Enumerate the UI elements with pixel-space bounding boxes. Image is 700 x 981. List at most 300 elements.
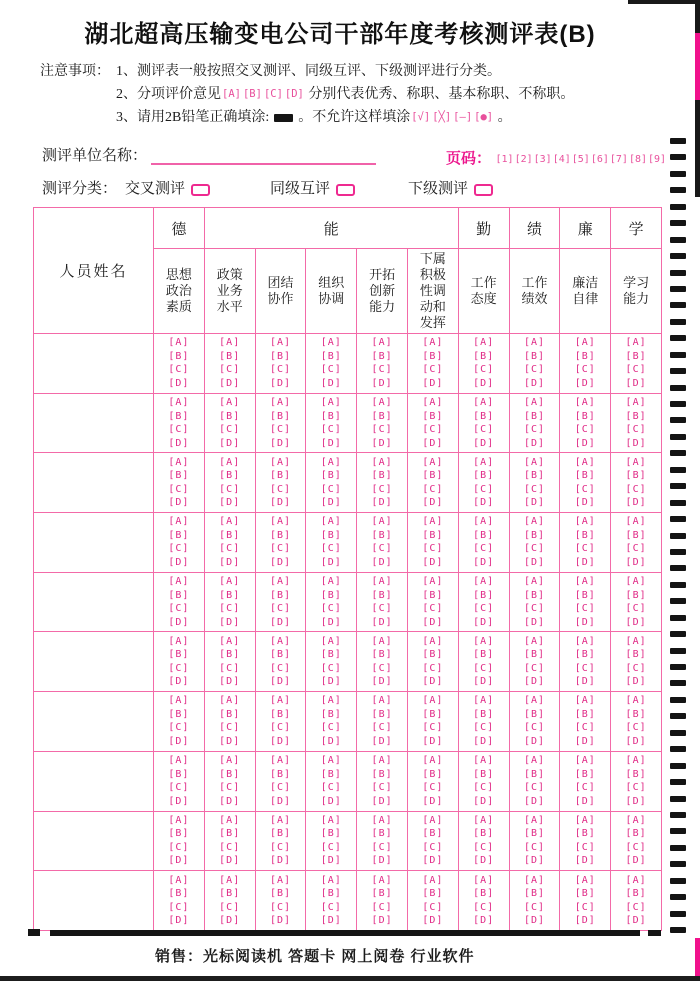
page-number-bubble[interactable]: [7] [609,154,628,165]
bubble-option[interactable]: [D] [219,437,241,449]
bubble-option[interactable]: [A] [219,337,241,349]
bubble-option[interactable]: [B] [168,470,190,482]
bubble-option[interactable]: [D] [219,377,241,389]
bubble-option[interactable]: [C] [574,722,596,734]
bubble-option[interactable]: [B] [168,828,190,840]
bubble-option[interactable]: [A] [473,456,495,468]
bubble-option[interactable]: [A] [371,814,393,826]
bubble-option[interactable]: [D] [320,377,342,389]
bubble-option[interactable]: [C] [625,603,647,615]
bubble-option[interactable]: [B] [219,470,241,482]
bubble-option[interactable]: [D] [422,556,444,568]
bubble-option[interactable]: [A] [320,337,342,349]
bubble-option[interactable]: [D] [269,795,292,807]
bubble-option[interactable]: [D] [523,915,545,927]
bubble-option[interactable]: [B] [320,410,342,422]
bubble-option[interactable]: [D] [371,377,393,389]
bubble-option[interactable]: [B] [168,529,190,541]
bubble-option[interactable]: [A] [371,755,393,767]
bubble-option[interactable]: [C] [523,662,545,674]
bubble-option[interactable]: [A] [219,576,241,588]
bubble-option[interactable]: [A] [574,397,596,409]
bubble-option[interactable]: [B] [219,529,241,541]
bubble-option[interactable]: [A] [473,337,495,349]
bubble-option[interactable]: [B] [422,529,444,541]
bubble-option[interactable]: [B] [422,410,444,422]
bubble-option[interactable]: [C] [473,662,495,674]
bubble-option[interactable]: [C] [422,722,444,734]
category-checkbox[interactable] [191,184,210,196]
bubble-option[interactable]: [B] [320,828,342,840]
bubble-option[interactable]: [A] [371,516,393,528]
bubble-option[interactable]: [B] [371,350,393,362]
person-name-cell[interactable] [34,751,154,811]
bubble-option[interactable]: [D] [320,437,342,449]
bubble-option[interactable]: [B] [422,350,444,362]
page-number-bubble[interactable]: [8] [628,154,648,165]
bubble-option[interactable]: [A] [574,874,596,886]
bubble-option[interactable]: [A] [422,516,444,528]
bubble-option[interactable]: [D] [625,556,647,568]
bubble-option[interactable]: [D] [219,497,241,509]
bubble-option[interactable]: [B] [168,708,190,720]
bubble-option[interactable]: [A] [574,456,596,468]
bubble-option[interactable]: [D] [371,437,393,449]
bubble-option[interactable]: [A] [574,755,596,767]
bubble-option[interactable]: [A] [422,814,444,826]
bubble-option[interactable]: [A] [269,516,292,528]
bubble-option[interactable]: [D] [219,556,241,568]
bubble-option[interactable]: [B] [523,828,545,840]
bubble-option[interactable]: [C] [574,662,596,674]
bubble-option[interactable]: [D] [422,437,444,449]
bubble-option[interactable]: [B] [473,589,495,601]
bubble-option[interactable]: [B] [371,888,393,900]
bubble-option[interactable]: [D] [371,915,393,927]
bubble-option[interactable]: [A] [473,635,495,647]
bubble-option[interactable]: [B] [269,589,292,601]
bubble-option[interactable]: [D] [473,855,495,867]
bubble-option[interactable]: [A] [168,814,190,826]
bubble-option[interactable]: [C] [320,722,342,734]
bubble-option[interactable]: [B] [523,529,545,541]
bubble-option[interactable]: [A] [625,456,647,468]
bubble-option[interactable]: [D] [574,915,596,927]
bubble-option[interactable]: [A] [219,456,241,468]
bubble-option[interactable]: [D] [269,616,292,628]
bubble-option[interactable]: [A] [625,397,647,409]
bubble-option[interactable]: [A] [219,755,241,767]
page-number-bubble[interactable]: [5] [571,154,590,165]
bubble-option[interactable]: [D] [422,795,444,807]
bubble-option[interactable]: [A] [320,516,342,528]
bubble-option[interactable]: [D] [371,795,393,807]
person-name-cell[interactable] [34,453,154,513]
bubble-option[interactable]: [C] [320,543,342,555]
person-name-cell[interactable] [34,393,154,453]
bubble-option[interactable]: [B] [574,768,596,780]
bubble-option[interactable]: [D] [523,795,545,807]
bubble-option[interactable]: [B] [371,708,393,720]
bubble-option[interactable]: [B] [320,350,342,362]
person-name-cell[interactable] [34,334,154,394]
bubble-option[interactable]: [B] [320,888,342,900]
bubble-option[interactable]: [C] [574,364,596,376]
bubble-option[interactable]: [C] [371,662,393,674]
bubble-option[interactable]: [C] [371,841,393,853]
bubble-option[interactable]: [B] [473,768,495,780]
bubble-option[interactable]: [D] [473,795,495,807]
bubble-option[interactable]: [A] [219,874,241,886]
bubble-option[interactable]: [C] [320,782,342,794]
bubble-option[interactable]: [C] [574,603,596,615]
bubble-option[interactable]: [A] [523,516,545,528]
bubble-option[interactable]: [B] [574,888,596,900]
bubble-option[interactable]: [A] [523,755,545,767]
bubble-option[interactable]: [A] [625,874,647,886]
bubble-option[interactable]: [A] [320,635,342,647]
bubble-option[interactable]: [D] [422,735,444,747]
bubble-option[interactable]: [C] [320,424,342,436]
bubble-option[interactable]: [B] [320,768,342,780]
bubble-option[interactable]: [D] [473,556,495,568]
bubble-option[interactable]: [B] [219,410,241,422]
bubble-option[interactable]: [D] [473,497,495,509]
bubble-option[interactable]: [C] [574,424,596,436]
bubble-option[interactable]: [D] [320,735,342,747]
bubble-option[interactable]: [B] [574,529,596,541]
bubble-option[interactable]: [C] [625,483,647,495]
bubble-option[interactable]: [D] [269,855,292,867]
bubble-option[interactable]: [A] [625,755,647,767]
bubble-option[interactable]: [B] [625,828,647,840]
bubble-option[interactable]: [C] [219,483,241,495]
bubble-option[interactable]: [C] [523,364,545,376]
bubble-option[interactable]: [A] [523,814,545,826]
person-name-cell[interactable] [34,513,154,573]
bubble-option[interactable]: [D] [422,497,444,509]
bubble-option[interactable]: [A] [523,456,545,468]
bubble-option[interactable]: [C] [168,722,190,734]
bubble-option[interactable]: [B] [371,589,393,601]
bubble-option[interactable]: [C] [473,901,495,913]
bubble-option[interactable]: [D] [269,676,292,688]
bubble-option[interactable]: [D] [625,377,647,389]
bubble-option[interactable]: [B] [320,470,342,482]
bubble-option[interactable]: [B] [625,529,647,541]
bubble-option[interactable]: [B] [625,768,647,780]
bubble-option[interactable]: [D] [371,676,393,688]
person-name-cell[interactable] [34,632,154,692]
bubble-option[interactable]: [C] [168,424,190,436]
bubble-option[interactable]: [D] [219,855,241,867]
bubble-option[interactable]: [B] [422,589,444,601]
bubble-option[interactable]: [D] [473,915,495,927]
bubble-option[interactable]: [D] [320,915,342,927]
page-number-bubble[interactable]: [2] [514,154,533,165]
bubble-option[interactable]: [D] [168,556,190,568]
page-number-bubble[interactable]: [6] [590,154,609,165]
bubble-option[interactable]: [B] [422,470,444,482]
bubble-option[interactable]: [B] [523,888,545,900]
bubble-option[interactable]: [A] [168,337,190,349]
bubble-option[interactable]: [A] [371,337,393,349]
bubble-option[interactable]: [D] [422,377,444,389]
bubble-option[interactable]: [B] [422,828,444,840]
bubble-option[interactable]: [B] [219,828,241,840]
bubble-option[interactable]: [B] [473,350,495,362]
person-name-cell[interactable] [34,572,154,632]
bubble-option[interactable]: [D] [625,497,647,509]
bubble-option[interactable]: [C] [574,543,596,555]
bubble-option[interactable]: [B] [422,768,444,780]
bubble-option[interactable]: [C] [219,364,241,376]
bubble-option[interactable]: [C] [168,603,190,615]
bubble-option[interactable]: [A] [269,635,292,647]
bubble-option[interactable]: [D] [523,676,545,688]
bubble-option[interactable]: [A] [625,814,647,826]
bubble-option[interactable]: [C] [168,483,190,495]
bubble-option[interactable]: [A] [523,635,545,647]
bubble-option[interactable]: [B] [269,888,292,900]
bubble-option[interactable]: [C] [320,662,342,674]
bubble-option[interactable]: [C] [371,483,393,495]
bubble-option[interactable]: [C] [625,722,647,734]
bubble-option[interactable]: [C] [473,782,495,794]
bubble-option[interactable]: [B] [473,470,495,482]
bubble-option[interactable]: [A] [371,576,393,588]
bubble-option[interactable]: [C] [269,662,292,674]
bubble-option[interactable]: [A] [523,397,545,409]
bubble-option[interactable]: [C] [320,364,342,376]
bubble-option[interactable]: [A] [371,695,393,707]
bubble-option[interactable]: [A] [320,576,342,588]
bubble-option[interactable]: [D] [320,676,342,688]
bubble-option[interactable]: [B] [625,410,647,422]
bubble-option[interactable]: [B] [574,470,596,482]
bubble-option[interactable]: [B] [219,350,241,362]
bubble-option[interactable]: [C] [523,841,545,853]
bubble-option[interactable]: [C] [625,364,647,376]
bubble-option[interactable]: [D] [523,616,545,628]
bubble-option[interactable]: [C] [523,901,545,913]
bubble-option[interactable]: [C] [523,483,545,495]
bubble-option[interactable]: [A] [269,755,292,767]
bubble-option[interactable]: [C] [269,603,292,615]
bubble-option[interactable]: [B] [625,649,647,661]
bubble-option[interactable]: [C] [269,782,292,794]
bubble-option[interactable]: [D] [523,437,545,449]
person-name-cell[interactable] [34,811,154,871]
bubble-option[interactable]: [A] [168,456,190,468]
bubble-option[interactable]: [D] [168,437,190,449]
bubble-option[interactable]: [C] [269,364,292,376]
bubble-option[interactable]: [A] [320,695,342,707]
bubble-option[interactable]: [B] [574,589,596,601]
bubble-option[interactable]: [B] [168,888,190,900]
unit-name-input[interactable] [151,148,376,165]
bubble-option[interactable]: [D] [269,915,292,927]
page-number-bubble[interactable]: [1] [495,154,514,165]
bubble-option[interactable]: [C] [219,662,241,674]
bubble-option[interactable]: [B] [371,828,393,840]
bubble-option[interactable]: [D] [574,676,596,688]
bubble-option[interactable]: [C] [422,841,444,853]
bubble-option[interactable]: [B] [523,350,545,362]
bubble-option[interactable]: [C] [269,424,292,436]
bubble-option[interactable]: [A] [574,576,596,588]
bubble-option[interactable]: [D] [371,855,393,867]
bubble-option[interactable]: [B] [574,350,596,362]
bubble-option[interactable]: [B] [168,768,190,780]
bubble-option[interactable]: [C] [219,424,241,436]
bubble-option[interactable]: [A] [219,516,241,528]
bubble-option[interactable]: [B] [422,888,444,900]
bubble-option[interactable]: [D] [168,616,190,628]
bubble-option[interactable]: [D] [422,676,444,688]
bubble-option[interactable]: [B] [269,649,292,661]
bubble-option[interactable]: [B] [269,708,292,720]
bubble-option[interactable]: [C] [422,543,444,555]
bubble-option[interactable]: [C] [168,662,190,674]
bubble-option[interactable]: [D] [574,855,596,867]
bubble-option[interactable]: [D] [320,795,342,807]
bubble-option[interactable]: [A] [168,576,190,588]
bubble-option[interactable]: [A] [219,695,241,707]
bubble-option[interactable]: [B] [574,828,596,840]
bubble-option[interactable]: [A] [168,874,190,886]
bubble-option[interactable]: [D] [625,915,647,927]
bubble-option[interactable]: [C] [625,841,647,853]
bubble-option[interactable]: [C] [168,841,190,853]
bubble-option[interactable]: [A] [422,397,444,409]
page-number-bubble[interactable]: [3] [533,154,552,165]
bubble-option[interactable]: [C] [219,841,241,853]
bubble-option[interactable]: [A] [625,516,647,528]
category-checkbox[interactable] [336,184,355,196]
bubble-option[interactable]: [A] [473,874,495,886]
bubble-option[interactable]: [B] [371,649,393,661]
bubble-option[interactable]: [D] [523,556,545,568]
bubble-option[interactable]: [D] [523,377,545,389]
bubble-option[interactable]: [D] [168,676,190,688]
bubble-option[interactable]: [B] [473,649,495,661]
bubble-option[interactable]: [B] [320,708,342,720]
bubble-option[interactable]: [C] [219,543,241,555]
bubble-option[interactable]: [A] [269,397,292,409]
bubble-option[interactable]: [B] [371,529,393,541]
bubble-option[interactable]: [D] [371,497,393,509]
bubble-option[interactable]: [D] [168,915,190,927]
bubble-option[interactable]: [D] [219,915,241,927]
bubble-option[interactable]: [C] [473,483,495,495]
bubble-option[interactable]: [A] [574,337,596,349]
bubble-option[interactable]: [D] [473,735,495,747]
page-number-bubble[interactable]: [4] [552,154,571,165]
bubble-option[interactable]: [D] [625,735,647,747]
bubble-option[interactable]: [C] [168,782,190,794]
bubble-option[interactable]: [B] [168,649,190,661]
bubble-option[interactable]: [A] [320,755,342,767]
bubble-option[interactable]: [C] [371,722,393,734]
bubble-option[interactable]: [A] [168,755,190,767]
bubble-option[interactable]: [C] [320,901,342,913]
bubble-option[interactable]: [C] [219,722,241,734]
bubble-option[interactable]: [C] [371,543,393,555]
bubble-option[interactable]: [A] [625,337,647,349]
bubble-option[interactable]: [C] [168,901,190,913]
bubble-option[interactable]: [C] [574,782,596,794]
bubble-option[interactable]: [B] [523,649,545,661]
bubble-option[interactable]: [A] [422,337,444,349]
bubble-option[interactable]: [B] [269,410,292,422]
bubble-option[interactable]: [D] [422,915,444,927]
bubble-option[interactable]: [B] [625,589,647,601]
bubble-option[interactable]: [B] [320,529,342,541]
bubble-option[interactable]: [B] [523,470,545,482]
bubble-option[interactable]: [B] [523,589,545,601]
bubble-option[interactable]: [A] [269,814,292,826]
bubble-option[interactable]: [B] [473,708,495,720]
bubble-option[interactable]: [D] [523,497,545,509]
person-name-cell[interactable] [34,692,154,752]
bubble-option[interactable]: [A] [422,635,444,647]
bubble-option[interactable]: [D] [219,616,241,628]
bubble-option[interactable]: [B] [269,470,292,482]
bubble-option[interactable]: [D] [168,735,190,747]
bubble-option[interactable]: [D] [625,855,647,867]
bubble-option[interactable]: [C] [371,364,393,376]
bubble-option[interactable]: [B] [269,350,292,362]
bubble-option[interactable]: [A] [523,695,545,707]
bubble-option[interactable]: [A] [422,874,444,886]
page-number-bubble[interactable]: [9] [648,154,667,165]
bubble-option[interactable]: [C] [473,722,495,734]
bubble-option[interactable]: [C] [320,841,342,853]
person-name-cell[interactable] [34,871,154,931]
bubble-option[interactable]: [D] [574,616,596,628]
bubble-option[interactable]: [D] [168,377,190,389]
bubble-option[interactable]: [A] [168,635,190,647]
bubble-option[interactable]: [D] [574,556,596,568]
bubble-option[interactable]: [B] [422,649,444,661]
bubble-option[interactable]: [B] [219,649,241,661]
bubble-option[interactable]: [C] [269,722,292,734]
bubble-option[interactable]: [C] [422,782,444,794]
bubble-option[interactable]: [D] [523,855,545,867]
bubble-option[interactable]: [A] [473,814,495,826]
bubble-option[interactable]: [D] [574,377,596,389]
bubble-option[interactable]: [D] [269,497,292,509]
bubble-option[interactable]: [D] [625,795,647,807]
bubble-option[interactable]: [D] [473,616,495,628]
bubble-option[interactable]: [C] [269,483,292,495]
bubble-option[interactable]: [D] [574,437,596,449]
bubble-option[interactable]: [D] [371,616,393,628]
bubble-option[interactable]: [D] [371,735,393,747]
bubble-option[interactable]: [C] [371,901,393,913]
bubble-option[interactable]: [A] [168,397,190,409]
bubble-option[interactable]: [B] [168,410,190,422]
bubble-option[interactable]: [A] [168,695,190,707]
bubble-option[interactable]: [B] [473,888,495,900]
bubble-option[interactable]: [C] [523,424,545,436]
bubble-option[interactable]: [A] [523,337,545,349]
bubble-option[interactable]: [B] [574,410,596,422]
bubble-option[interactable]: [C] [574,483,596,495]
bubble-option[interactable]: [D] [269,735,292,747]
bubble-option[interactable]: [C] [473,364,495,376]
